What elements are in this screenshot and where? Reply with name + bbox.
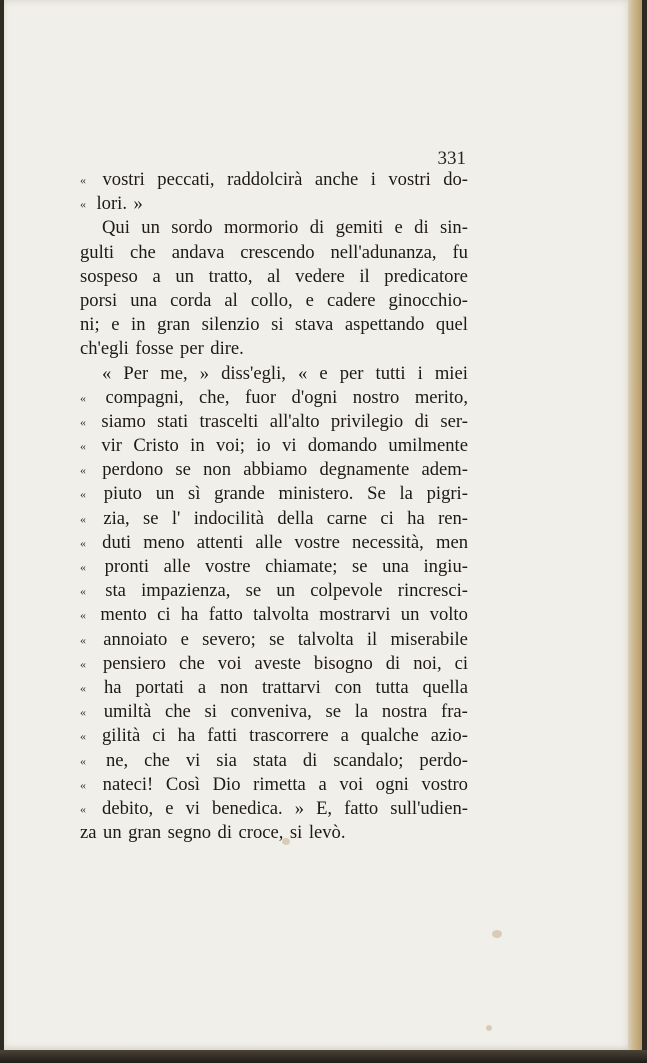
word: sospeso	[80, 265, 138, 287]
paper-stain	[492, 930, 502, 938]
word: umilmente	[388, 435, 468, 457]
text-line	[80, 386, 468, 410]
word: levò.	[308, 822, 346, 844]
word: »	[294, 797, 305, 819]
word: e	[305, 289, 314, 311]
word: ginocchio-	[388, 289, 468, 311]
word: do-	[443, 169, 468, 190]
word: vostre	[205, 556, 251, 577]
word: predicatore	[384, 265, 468, 287]
word: se	[143, 507, 159, 529]
word: alle	[163, 556, 191, 577]
word: il	[366, 628, 378, 650]
word: mormorio	[223, 217, 299, 239]
word: perdo-	[419, 749, 468, 771]
word: pronti	[104, 556, 150, 577]
word: annoiato	[103, 628, 168, 650]
word: grande	[214, 483, 265, 505]
word: debito,	[102, 797, 154, 819]
text-line	[80, 265, 468, 289]
paper-stain	[282, 838, 290, 845]
word: in	[131, 314, 146, 336]
word: «	[80, 753, 86, 768]
word: in	[190, 435, 205, 457]
text-line	[80, 410, 468, 434]
word: ha	[407, 507, 425, 529]
word: non	[220, 676, 249, 698]
word: abbiamo	[243, 459, 308, 481]
word: trascorrere	[249, 725, 329, 747]
word: vedere	[295, 265, 345, 287]
word: duti	[102, 531, 132, 553]
word: colpevole	[310, 580, 383, 602]
paper-stain	[486, 1025, 492, 1031]
word: impazienza,	[141, 580, 231, 602]
word: d'ogni	[291, 386, 338, 408]
word: andava	[171, 241, 225, 263]
word: si	[204, 701, 217, 723]
word: scandalo;	[333, 749, 404, 771]
word: sull'udien-	[390, 797, 468, 819]
word: ingiu-	[423, 556, 468, 577]
body-text	[80, 168, 468, 845]
word: che	[164, 701, 191, 723]
word: mento	[100, 604, 147, 626]
word: «	[80, 584, 86, 599]
word: un	[103, 822, 122, 844]
text-line	[80, 628, 468, 652]
word: mostrarvi	[319, 604, 391, 626]
word: merito,	[414, 386, 468, 408]
word: «	[80, 414, 86, 429]
word: «	[80, 632, 86, 647]
word: lori.	[96, 193, 127, 215]
word: meno	[143, 531, 185, 553]
word: a	[152, 265, 161, 287]
word: se	[269, 628, 285, 650]
word: siamo	[101, 410, 146, 432]
word: «	[80, 463, 86, 478]
word: trascelti	[199, 410, 259, 432]
word: crescendo	[240, 241, 315, 263]
word: se	[245, 580, 262, 602]
word: portati	[135, 676, 184, 698]
word: ch'egli	[80, 338, 129, 360]
word: miei	[434, 362, 468, 384]
text-line	[80, 192, 468, 216]
word: «	[80, 777, 86, 792]
word: fra-	[441, 701, 468, 723]
word: di	[302, 749, 318, 771]
word: diss'egli,	[221, 362, 286, 384]
word: «	[80, 801, 86, 816]
word: alle	[255, 531, 283, 553]
word: ci	[380, 507, 394, 529]
word: gilità	[102, 725, 141, 747]
word: vostri	[102, 169, 145, 190]
word: zia,	[103, 507, 130, 529]
word: vi	[185, 797, 200, 819]
word: di	[385, 652, 401, 674]
word: l'	[171, 507, 181, 529]
word: nostra	[381, 701, 428, 723]
word: voi	[339, 773, 364, 795]
word: al	[224, 289, 238, 311]
word: i	[370, 169, 376, 190]
word: che	[144, 749, 170, 771]
word: ministero.	[278, 483, 354, 505]
word: quel	[435, 314, 468, 336]
word: attenti	[196, 531, 244, 553]
word: ci	[152, 725, 166, 747]
word: «	[80, 680, 86, 695]
word: e	[394, 217, 403, 239]
word: raddolcirà	[227, 169, 303, 190]
word: io	[256, 435, 271, 457]
text-line	[80, 482, 468, 506]
word: aspettando	[344, 314, 425, 336]
text-line	[80, 337, 468, 361]
word: ogni	[375, 773, 409, 795]
text-line	[80, 168, 468, 192]
word: rincresci-	[397, 580, 468, 602]
word: di	[217, 822, 233, 844]
text-line	[80, 821, 468, 845]
text-line	[80, 434, 468, 458]
word: benedica.	[211, 797, 283, 819]
word: degnamente	[319, 459, 410, 481]
word: cadere	[326, 289, 376, 311]
word: nostro	[352, 386, 400, 408]
word: quella	[422, 676, 468, 698]
word: fuor	[245, 386, 277, 408]
word: il	[359, 265, 370, 287]
word: fatto	[344, 797, 379, 819]
word: di	[414, 217, 429, 239]
word: un	[155, 483, 175, 505]
word: severo;	[202, 628, 256, 650]
text-line	[80, 289, 468, 313]
word: fu	[452, 241, 468, 263]
word: «	[80, 173, 86, 187]
word: un	[276, 580, 295, 602]
word: bisogno	[313, 652, 373, 674]
text-line	[80, 724, 468, 748]
word: «	[80, 560, 86, 574]
word: Per	[123, 362, 149, 384]
word: chiamate;	[265, 556, 338, 577]
word: volto	[429, 604, 468, 626]
word: »	[133, 193, 143, 215]
word: tratto,	[208, 265, 253, 287]
word: trattarvi	[261, 676, 321, 698]
word: compagni,	[105, 386, 184, 408]
word: un	[141, 217, 160, 239]
word: si	[271, 314, 284, 336]
text-line	[80, 216, 468, 240]
word: nell'adunanza,	[330, 241, 437, 263]
book-page	[4, 0, 634, 1052]
word: per	[180, 338, 204, 360]
word: «	[80, 487, 86, 502]
word: vi	[282, 435, 297, 457]
word: conveniva,	[230, 701, 312, 723]
text-line	[80, 749, 468, 773]
word: ne,	[105, 749, 129, 771]
word: sia	[216, 749, 237, 771]
word: gemiti	[335, 217, 384, 239]
page-edge-bottom	[0, 1050, 647, 1063]
word: perdono	[102, 459, 164, 481]
word: ha	[177, 725, 196, 747]
word: sin-	[440, 217, 468, 239]
word: un	[400, 604, 420, 626]
word: miserabile	[390, 628, 468, 650]
word: vostro	[421, 773, 468, 795]
word: piuto	[103, 483, 142, 505]
word: pensiero	[102, 652, 166, 674]
word: ci	[454, 652, 468, 674]
word: vostre	[294, 531, 340, 553]
word: peccati,	[157, 169, 215, 190]
word: gulti	[80, 241, 115, 263]
word: «	[80, 535, 86, 550]
text-line	[80, 797, 468, 821]
word: men	[435, 531, 468, 553]
word: ha	[103, 676, 122, 698]
word: privilegio	[330, 410, 404, 432]
text-line	[80, 241, 468, 265]
word: fatti	[207, 725, 238, 747]
word: nateci!	[102, 773, 154, 795]
word: a	[340, 725, 349, 747]
word: ren-	[438, 507, 468, 529]
word: «	[80, 729, 86, 744]
word: ci	[157, 604, 171, 626]
word: talvolta	[253, 604, 309, 626]
word: «	[80, 439, 86, 454]
word: fosse	[135, 338, 174, 360]
word: di	[309, 217, 325, 239]
word: fatto	[208, 604, 243, 626]
word: a	[197, 676, 207, 698]
word: che,	[199, 386, 230, 408]
word: domando	[307, 435, 378, 457]
word: sta	[105, 580, 126, 602]
word: si	[289, 822, 303, 844]
word: una	[130, 289, 158, 311]
word: qualche	[360, 725, 419, 747]
text-line	[80, 700, 468, 724]
word: sordo	[171, 217, 213, 239]
word: voi	[217, 652, 242, 674]
word: vostri	[388, 169, 431, 190]
text-line	[80, 652, 468, 676]
word: Così	[165, 773, 200, 795]
word: «	[80, 511, 86, 526]
word: umiltà	[103, 701, 152, 723]
word: Cristo	[133, 435, 179, 457]
text-line	[80, 313, 468, 337]
word: della	[277, 507, 314, 529]
word: la	[354, 701, 369, 723]
word: talvolta	[297, 628, 354, 650]
word: e	[319, 362, 328, 384]
text-line	[80, 458, 468, 482]
word: necessità,	[352, 531, 424, 553]
word: me,	[160, 362, 188, 384]
word: azio-	[430, 725, 468, 747]
word: all'alto	[269, 410, 320, 432]
text-line	[80, 531, 468, 555]
word: silenzio	[201, 314, 260, 336]
word: tutta	[375, 676, 409, 698]
word: segno	[167, 822, 212, 844]
word: vir	[101, 435, 122, 457]
word: carne	[326, 507, 368, 529]
word: per	[339, 362, 364, 384]
word: «	[80, 705, 86, 720]
word: stati	[157, 410, 189, 432]
word: pigri-	[426, 483, 468, 505]
word: che	[178, 652, 205, 674]
word: che	[129, 241, 156, 263]
word: dire.	[210, 338, 244, 360]
word: anche	[314, 169, 359, 190]
word: collo,	[250, 289, 293, 311]
word: una	[382, 556, 409, 577]
word: e	[111, 314, 120, 336]
word: croce,	[238, 822, 284, 844]
word: la	[399, 483, 413, 505]
word: ni;	[80, 314, 100, 336]
word: «	[80, 608, 86, 623]
text-line	[80, 676, 468, 700]
word: «	[297, 362, 308, 384]
word: un	[175, 265, 194, 287]
word: con	[334, 676, 362, 698]
word: adem-	[421, 459, 468, 481]
text-line	[80, 555, 468, 579]
word: tutti	[375, 362, 406, 384]
word: se	[351, 556, 368, 577]
text-line	[80, 579, 468, 603]
word: E,	[316, 797, 333, 819]
word: noi,	[413, 652, 442, 674]
word: ha	[180, 604, 199, 626]
text-line	[80, 362, 468, 386]
word: Dio	[212, 773, 241, 795]
word: e	[165, 797, 174, 819]
word: sì	[188, 483, 201, 505]
word: rimetta	[253, 773, 306, 795]
word: porsi	[80, 289, 118, 311]
word: stava	[295, 314, 334, 336]
text-line	[80, 773, 468, 797]
word: vi	[185, 749, 201, 771]
word: gran	[157, 314, 191, 336]
word: se	[325, 701, 341, 723]
word: Qui	[102, 217, 130, 239]
word: «	[102, 362, 112, 384]
word: za	[80, 822, 97, 844]
page-edge-right	[628, 0, 642, 1056]
word: e	[180, 628, 189, 650]
word: »	[199, 362, 209, 384]
word: aveste	[254, 652, 301, 674]
word: stata	[252, 749, 287, 771]
word: corda	[170, 289, 212, 311]
word: a	[318, 773, 327, 795]
word: se	[175, 459, 191, 481]
word: ser-	[440, 410, 468, 432]
word: non	[203, 459, 231, 481]
word: voi;	[215, 435, 245, 457]
word: indocilità	[193, 507, 264, 529]
word: «	[80, 197, 86, 212]
word: «	[80, 656, 86, 671]
word: al	[267, 265, 281, 287]
text-line	[80, 507, 468, 531]
word: i	[417, 362, 423, 384]
text-line	[80, 603, 468, 627]
page-number: 331	[437, 148, 466, 169]
word: Se	[367, 483, 386, 505]
word: «	[80, 390, 86, 405]
word: gran	[128, 822, 162, 844]
word: di	[414, 410, 430, 432]
